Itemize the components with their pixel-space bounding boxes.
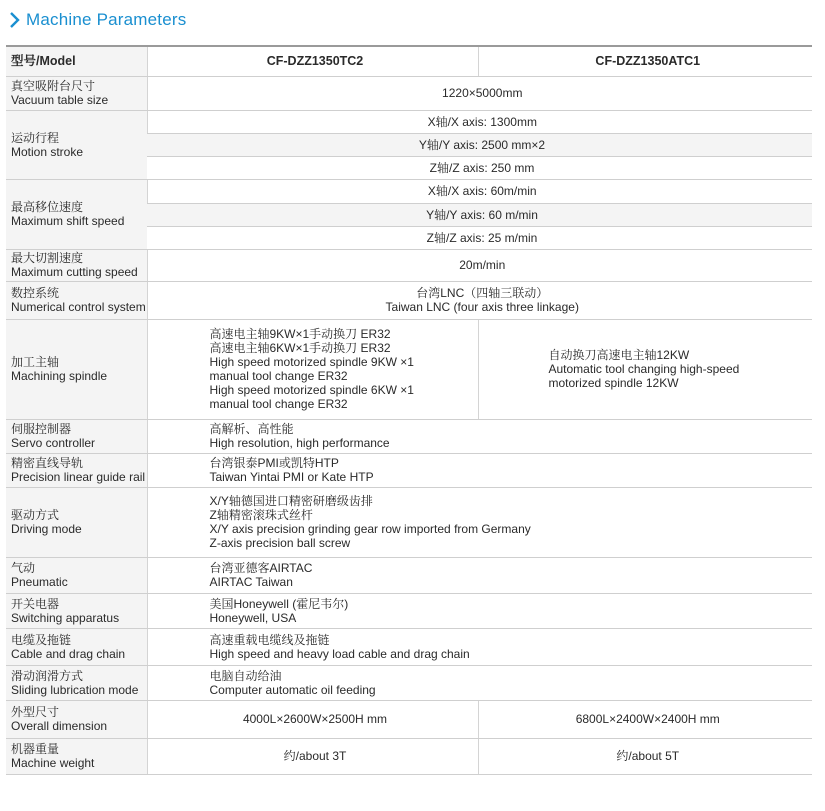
value-line-zh: 电脑自动给油	[209, 668, 282, 683]
value-line-en: Taiwan LNC (four axis three linkage)	[385, 300, 579, 314]
row-label-zh: 最高移位速度	[11, 200, 84, 214]
row-label-zh: 加工主轴	[11, 355, 60, 369]
table-row	[6, 628, 812, 665]
value-line-en: Honeywell, USA	[209, 610, 297, 625]
row-value	[147, 419, 812, 453]
row-label-en: Sliding lubrication mode	[11, 682, 139, 697]
row-label	[6, 700, 147, 738]
row-label-zh: 外型尺寸	[11, 705, 60, 719]
table-row	[6, 281, 812, 319]
row-label-zh: 电缆及拖链	[11, 632, 72, 647]
row-label-zh: 滑动润滑方式	[11, 668, 84, 683]
table-row	[6, 419, 812, 453]
row-label	[6, 628, 147, 665]
row-value	[478, 319, 812, 419]
row-label-zh: 数控系统	[11, 286, 60, 300]
row-label	[6, 319, 147, 419]
row-label-en: Maximum cutting speed	[11, 265, 138, 279]
row-value: X轴/X axis: 60m/min	[147, 179, 812, 203]
row-label-en: Machine weight	[11, 756, 95, 770]
table-row	[6, 487, 812, 557]
row-value	[147, 557, 812, 593]
row-label	[6, 593, 147, 628]
row-label	[6, 557, 147, 593]
row-label	[6, 665, 147, 700]
row-label-zh: 气动	[11, 561, 36, 575]
value-line-zh: 美国Honeywell (霍尼韦尔)	[209, 596, 349, 611]
value-line: manual tool change ER32	[209, 369, 348, 383]
row-value	[147, 453, 812, 487]
value-line: 自动换刀高速电主轴12KW	[548, 348, 690, 362]
row-label-en: Maximum shift speed	[11, 214, 125, 228]
value-line: X/Y axis precision grinding gear row imported from Germany	[209, 522, 531, 536]
value-line-en: High resolution, high performance	[209, 436, 390, 450]
table-row	[6, 249, 812, 281]
value-line-en: Computer automatic oil feeding	[209, 682, 376, 697]
row-value	[147, 593, 812, 628]
row-value	[147, 281, 812, 319]
value-line: High speed motorized spindle 9KW ×1	[209, 355, 414, 369]
table-row	[6, 179, 812, 203]
row-label	[6, 487, 147, 557]
row-value	[147, 665, 812, 700]
table-row	[6, 700, 812, 738]
value-line-en: Taiwan Yintai PMI or Kate HTP	[209, 470, 374, 484]
table-row	[6, 557, 812, 593]
row-label	[6, 110, 147, 179]
row-label	[6, 179, 147, 249]
row-value: 1220×5000mm	[147, 76, 812, 110]
row-value: Y轴/Y axis: 2500 mm×2	[147, 133, 812, 156]
row-value: Z轴/Z axis: 250 mm	[147, 156, 812, 179]
value-line: High speed motorized spindle 6KW ×1	[209, 383, 414, 397]
row-value: Y轴/Y axis: 60 m/min	[147, 203, 812, 226]
row-label	[6, 738, 147, 774]
row-label-en: Overall dimension	[11, 719, 108, 733]
table-header-row	[6, 46, 812, 76]
section-header	[8, 6, 186, 34]
row-value: Z轴/Z axis: 25 m/min	[147, 226, 812, 249]
row-value	[147, 319, 478, 419]
row-label	[6, 76, 147, 110]
row-label	[6, 281, 147, 319]
row-label-zh: 最大切割速度	[11, 251, 84, 265]
value-line-zh: 台湾LNC（四轴三联动）	[416, 286, 549, 300]
table-row	[6, 738, 812, 774]
value-line: Automatic tool changing high-speed	[548, 362, 740, 376]
value-line: manual tool change ER32	[209, 397, 348, 411]
value-line-en: High speed and heavy load cable and drag chain	[209, 646, 470, 661]
value-line: motorized spindle 12KW	[548, 376, 679, 390]
row-label-en: Switching apparatus	[11, 610, 120, 625]
value-line-en: AIRTAC Taiwan	[209, 575, 293, 589]
value-line: X/Y轴德国进口精密研磨级齿排	[209, 494, 373, 508]
machine-parameters-table	[6, 45, 812, 775]
value-line: Z-axis precision ball screw	[209, 536, 351, 550]
row-label-zh: 驱动方式	[11, 508, 60, 522]
row-label-en: Numerical control system	[11, 300, 146, 314]
row-label-zh: 开关电器	[11, 596, 60, 611]
row-value: 约/about 5T	[478, 738, 812, 774]
row-label-zh: 运动行程	[11, 130, 60, 145]
row-label	[6, 249, 147, 281]
table-row	[6, 110, 812, 133]
model-name: CF-DZZ1350ATC1	[478, 46, 812, 76]
row-label-en: Vacuum table size	[11, 93, 109, 107]
row-label-en: Servo controller	[11, 436, 96, 450]
value-line-zh: 高解析、高性能	[209, 422, 294, 436]
row-label-zh: 真空吸附台尺寸	[11, 79, 96, 93]
row-label-en: Pneumatic	[11, 575, 68, 589]
row-label-en: Machining spindle	[11, 369, 108, 383]
value-line: 高速电主轴9KW×1手动换刀 ER32	[209, 327, 391, 341]
value-line-zh: 台湾亚德客AIRTAC	[209, 561, 313, 575]
row-label-en: Driving mode	[11, 522, 82, 536]
row-value: 4000L×2600W×2500H mm	[147, 700, 478, 738]
table-row	[6, 593, 812, 628]
row-value: 约/about 3T	[147, 738, 478, 774]
row-label-zh: 精密直线导轨	[11, 456, 84, 470]
chevron-right-icon	[8, 11, 20, 29]
table-row	[6, 453, 812, 487]
row-value: 6800L×2400W×2400H mm	[478, 700, 812, 738]
row-value	[147, 487, 812, 557]
row-label-en: Cable and drag chain	[11, 646, 126, 661]
value-line-zh: 台湾银泰PMI或凯特HTP	[209, 456, 339, 470]
row-value: 20m/min	[147, 249, 812, 281]
model-label: 型号/Model	[6, 46, 147, 76]
row-label-zh: 伺服控制器	[11, 422, 72, 436]
value-line: Z轴精密滚珠式丝杆	[209, 508, 313, 522]
page-title: Machine Parameters	[26, 10, 187, 29]
value-line-zh: 高速重载电缆线及拖链	[209, 632, 330, 647]
row-value	[147, 628, 812, 665]
row-label-en: Precision linear guide rail	[11, 470, 146, 484]
model-name: CF-DZZ1350TC2	[147, 46, 478, 76]
table-row	[6, 665, 812, 700]
table-row	[6, 76, 812, 110]
value-line: 高速电主轴6KW×1手动换刀 ER32	[209, 341, 391, 355]
row-label-zh: 机器重量	[11, 742, 60, 756]
table-row	[6, 319, 812, 419]
row-label	[6, 453, 147, 487]
row-label-en: Motion stroke	[11, 144, 84, 159]
row-value: X轴/X axis: 1300mm	[147, 110, 812, 133]
row-label	[6, 419, 147, 453]
